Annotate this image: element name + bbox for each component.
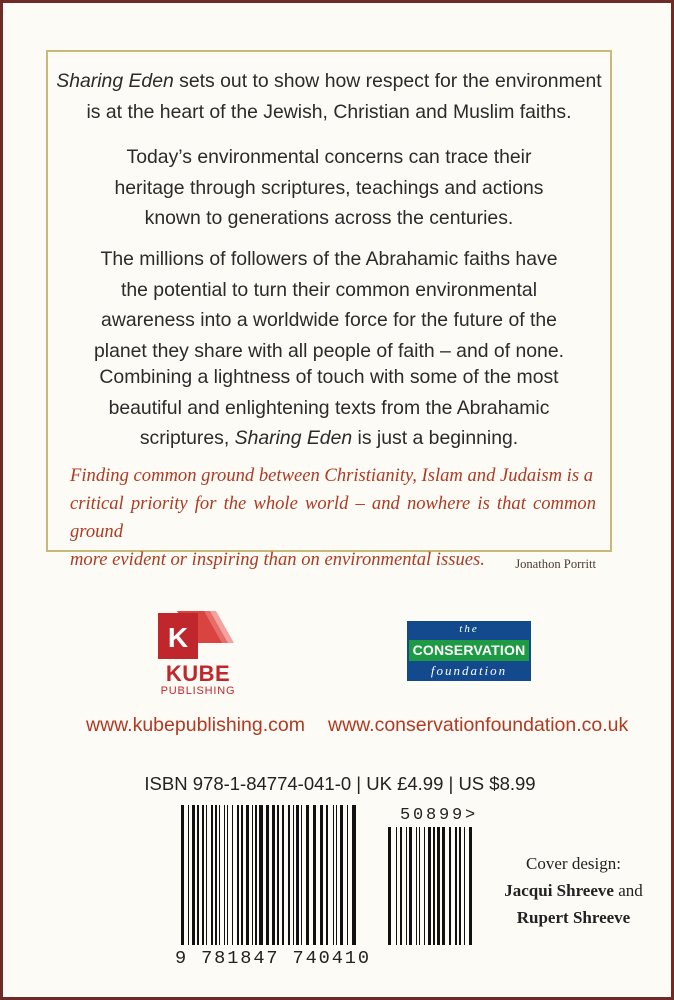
blurb-text: beautiful and enlightening texts from the Abrahamic [108, 396, 550, 419]
barcode-bar [282, 805, 284, 945]
blurb-text: The millions of followers of the Abrahamic faiths have [100, 248, 558, 270]
conservation-url-link[interactable]: www.conservationfoundation.co.uk [328, 714, 629, 736]
barcode-bar [224, 805, 225, 945]
isbn-price-line: ISBN 978-1-84774-041-0 | UK £4.99 | US $8.99 [144, 773, 536, 794]
back-cover [3, 3, 671, 997]
barcode-bar [326, 805, 328, 945]
barcode-bar [336, 805, 337, 945]
barcode-bar [416, 827, 417, 945]
barcode-bar [352, 805, 356, 945]
blurb-text: the potential to turn their common environmental [120, 278, 538, 301]
cons-logo-main: CONSERVATION [409, 640, 529, 661]
barcode-bar [301, 805, 302, 945]
book-title: Sharing Eden [234, 427, 353, 449]
quote-text: critical priority for the whole world – and nowhere is that common ground [70, 493, 596, 542]
barcode-bar [227, 805, 228, 945]
endorsement-quote [70, 462, 596, 578]
credit-and: and [613, 881, 643, 900]
barcode-digits: 9 781847 740410 [175, 948, 371, 969]
barcode-bar [388, 827, 391, 945]
barcode-bar [313, 805, 316, 945]
barcode-bar [464, 827, 465, 945]
conservation-foundation-logo [407, 621, 531, 681]
blurb-text: heritage through scriptures, teachings and actions [114, 176, 544, 199]
quote-text: more evident or inspiring than on environmental issues. [70, 549, 485, 570]
blurb-paragraph-1 [48, 66, 610, 127]
barcode-bar [181, 805, 184, 945]
barcode-bar [400, 827, 402, 945]
cover-design-credit [481, 850, 666, 931]
barcode-bar [347, 805, 348, 945]
kube-logo-sub: PUBLISHING [160, 685, 236, 697]
blurb-text: Today’s environmental concerns can trace their [126, 146, 532, 168]
blurb-text: sets out to show how respect for the environment [173, 70, 602, 92]
credit-label: Cover design: [526, 854, 621, 873]
barcode-bar [428, 827, 431, 945]
blurb-text: is at the heart of the Jewish, Christian and Muslim faiths. [86, 100, 572, 123]
barcode-bar [246, 805, 249, 945]
designer-name-1: Jacqui Shreeve [504, 881, 614, 900]
blurb-paragraph-4 [48, 362, 610, 454]
barcode-bar [333, 805, 334, 945]
blurb-box [46, 50, 612, 571]
book-title: Sharing Eden [56, 70, 174, 92]
barcode-bar [469, 827, 472, 945]
barcode-bar [442, 827, 445, 945]
barcode-bar [241, 805, 243, 945]
barcode-bar [437, 827, 440, 945]
cons-logo-the: the [459, 623, 479, 635]
barcode-bar [306, 805, 309, 945]
barcode-bar [252, 805, 253, 945]
barcode-bar [202, 805, 204, 945]
blurb-text: awareness into a worldwide force for the future of the [101, 309, 557, 331]
kube-url-link[interactable]: www.kubepublishing.com [86, 714, 305, 736]
barcode-bar [409, 827, 412, 945]
barcode-bar [211, 805, 213, 945]
barcode-bar [192, 805, 195, 945]
barcode-bar [277, 805, 279, 945]
barcode-bar [237, 805, 239, 945]
barcode-bar [406, 827, 407, 945]
barcode-addon-digits: 50899> [400, 806, 479, 825]
barcode-bar [293, 805, 294, 945]
barcode-bar [419, 827, 420, 945]
blurb-text: planet they share with all people of faith – and of none. [93, 339, 564, 362]
blurb-text: scriptures, [139, 427, 235, 449]
barcode-bar [296, 805, 299, 945]
barcode-bar [255, 805, 257, 945]
barcode-bar [455, 827, 457, 945]
blurb-paragraph-2 [48, 142, 610, 234]
blurb-paragraph-3 [48, 244, 610, 366]
quote-author: Jonathon Porritt [515, 557, 596, 571]
barcode-bar [259, 805, 263, 945]
barcode-bar [232, 805, 233, 945]
quote-text: Finding common ground between Christianity, Islam and Judaism is a [70, 465, 594, 486]
barcode-icon [179, 805, 357, 945]
barcode-bar [272, 805, 275, 945]
designer-name-2: Rupert Shreeve [516, 908, 631, 927]
barcode-bar [288, 805, 290, 945]
blurb-text: known to generations across the centuries. [144, 207, 514, 229]
barcode-bar [320, 805, 323, 945]
barcode-bar [215, 805, 217, 945]
barcode-bar [188, 805, 189, 945]
barcode-bar [449, 827, 451, 945]
cons-logo-foundation: foundation [430, 663, 508, 678]
barcode-bar [340, 805, 343, 945]
blurb-text: is just a beginning. [352, 427, 519, 449]
barcode-bar [396, 827, 397, 945]
kube-letter: K [167, 622, 189, 653]
barcode-bar [459, 827, 461, 945]
blurb-text: Combining a lightness of touch with some of the most [99, 366, 559, 388]
barcode-bar [219, 805, 220, 945]
barcode-bar [433, 827, 435, 945]
barcode-addon-icon [386, 827, 478, 945]
kube-logo-name: KUBE [165, 661, 231, 686]
barcode-bar [424, 827, 425, 945]
barcode-bar [197, 805, 199, 945]
barcode-bar [206, 805, 207, 945]
barcode-bar [266, 805, 269, 945]
